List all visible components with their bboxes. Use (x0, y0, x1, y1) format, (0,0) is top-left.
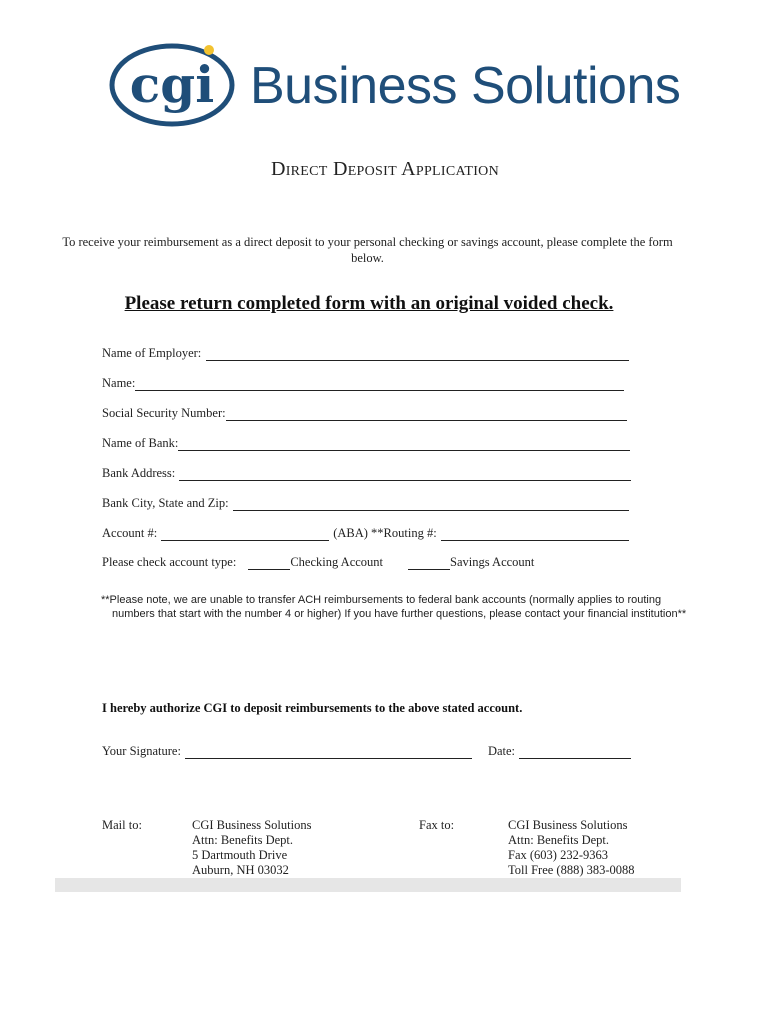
logo-wordmark: Business Solutions (250, 57, 681, 115)
cgi-logo-mark (108, 40, 248, 132)
savings-label: Savings Account (450, 555, 535, 569)
bank-city-label: Bank City, State and Zip: (102, 496, 229, 510)
account-label: Account #: (102, 526, 158, 540)
bank-city-field (102, 495, 629, 511)
employer-field (102, 345, 629, 361)
signature-line[interactable] (185, 746, 472, 759)
employer-line[interactable] (206, 348, 629, 361)
mail-label: Mail to: (102, 818, 142, 832)
signature-field (102, 743, 631, 759)
bank-name-line[interactable] (178, 438, 630, 451)
account-type-label: Please check account type: (102, 555, 237, 569)
fax-line: Toll Free (888) 383-0088 (508, 863, 635, 877)
account-line[interactable] (161, 528, 329, 541)
page-title: Direct Deposit Application (270, 158, 500, 180)
account-field (102, 525, 629, 541)
date-label: Date: (487, 744, 516, 758)
checking-checkbox-line[interactable] (248, 557, 290, 570)
fax-line: CGI Business Solutions (508, 818, 628, 832)
routing-label: (ABA) **Routing #: (333, 526, 437, 540)
bank-address-label: Bank Address: (102, 466, 176, 480)
account-type-field (102, 554, 534, 570)
name-line[interactable] (135, 378, 624, 391)
name-field (102, 375, 624, 391)
ssn-label: Social Security Number: (102, 406, 226, 420)
date-line[interactable] (519, 746, 631, 759)
company-logo (108, 40, 681, 132)
ssn-field (102, 405, 627, 421)
mail-line: Auburn, NH 03032 (192, 863, 289, 877)
fax-label: Fax to: (419, 818, 455, 832)
fax-line: Attn: Benefits Dept. (508, 833, 610, 847)
checking-label: Checking Account (290, 555, 384, 569)
mail-line: Attn: Benefits Dept. (192, 833, 294, 847)
intro-text: To receive your reimbursement as a direct deposit to your personal checking or savings account, please complete the form below. (62, 235, 673, 265)
return-notice: Please return completed form with an original voided check. (124, 293, 614, 314)
bank-name-field (102, 435, 630, 451)
fax-address (508, 818, 635, 878)
authorization-statement: I hereby authorize CGI to deposit reimbursements to the above stated account. (102, 701, 523, 715)
employer-label: Name of Employer: (102, 346, 202, 360)
ach-note: **Please note, we are unable to transfer ACH reimbursements to federal bank accounts (normally applies to routing numbers that start with the number 4 or higher) If you have further questions, please contact your financial institution** (101, 594, 687, 620)
bank-city-line[interactable] (233, 498, 629, 511)
footer-band (55, 878, 681, 892)
logo-mark-text: cgi (129, 55, 215, 114)
bank-address-field (102, 465, 631, 481)
fax-line: Fax (603) 232-9363 (508, 848, 608, 862)
savings-checkbox-line[interactable] (408, 557, 450, 570)
signature-label: Your Signature: (102, 744, 181, 758)
ssn-line[interactable] (226, 408, 627, 421)
mail-line: 5 Dartmouth Drive (192, 848, 288, 862)
name-label: Name: (102, 376, 136, 390)
mail-address (192, 818, 311, 878)
bank-address-line[interactable] (179, 468, 631, 481)
bank-name-label: Name of Bank: (102, 436, 179, 450)
mail-line: CGI Business Solutions (192, 818, 312, 832)
routing-line[interactable] (441, 528, 629, 541)
